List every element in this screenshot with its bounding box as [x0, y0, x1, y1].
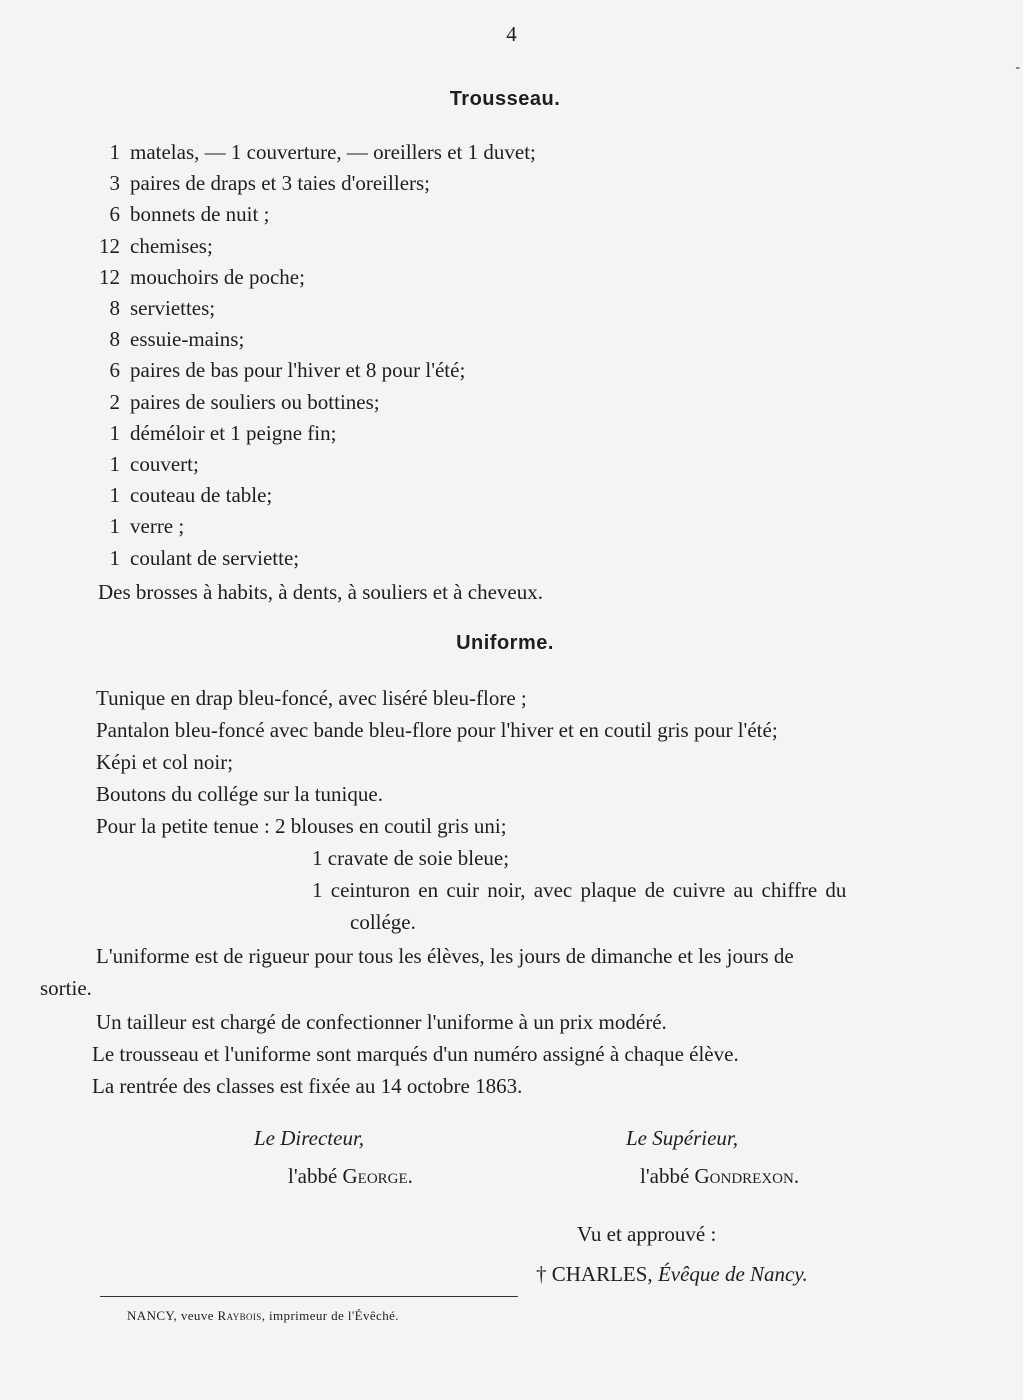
uniforme-paragraph: L'uniforme est de rigueur pour tous les élèves, les jours de dimanche et les jours de — [96, 944, 794, 968]
trousseau-item-text: mouchoirs de poche; — [130, 264, 305, 289]
trousseau-item-text: paires de bas pour l'hiver et 8 pour l'été; — [130, 358, 466, 383]
bishop-name: CHARLES, — [551, 1262, 653, 1286]
superior-title: Le Supérieur, — [626, 1126, 738, 1150]
trousseau-item — [92, 200, 269, 228]
footer-rule — [100, 1296, 518, 1297]
trousseau-item-text: serviettes; — [130, 296, 216, 320]
director-prefix: l'abbé — [288, 1164, 338, 1188]
trousseau-item-quantity: 1 — [109, 420, 120, 445]
director-title: Le Directeur, — [254, 1126, 365, 1150]
bishop-title: Évêque de Nancy. — [657, 1262, 808, 1286]
trousseau-item-text: chemises; — [130, 233, 213, 258]
superior-name: Gondrexon. — [694, 1164, 800, 1188]
trousseau-item-text: matelas, — 1 couverture, — oreillers et 1 duvet; — [130, 140, 536, 164]
trousseau-item-quantity: 8 — [109, 327, 120, 352]
bishop-cross: † — [536, 1262, 547, 1286]
trousseau-item-quantity: 8 — [109, 296, 120, 320]
trousseau-item-text: couteau de table; — [130, 483, 273, 508]
superior-signature — [640, 1164, 799, 1189]
trousseau-item-quantity: 1 — [109, 483, 120, 508]
imprint-printer: Raybois, — [217, 1308, 266, 1323]
trousseau-item — [92, 419, 336, 447]
uniforme-line: Képi et col noir; — [96, 750, 234, 774]
trousseau-heading: Trousseau. — [449, 88, 561, 110]
uniforme-paragraph-continuation: sortie. — [40, 976, 92, 1000]
trousseau-item-text: essuie-mains; — [130, 327, 245, 352]
approval-text: Vu et approuvé : — [577, 1222, 717, 1246]
trousseau-item-text: déméloir et 1 peigne fin; — [130, 420, 337, 445]
trousseau-item-quantity: 1 — [109, 545, 120, 570]
edge-mark: - — [1015, 60, 1020, 75]
trousseau-item-text: couvert; — [130, 452, 199, 476]
bishop-signature — [536, 1262, 808, 1287]
trousseau-item-quantity: 12 — [99, 264, 120, 289]
uniforme-indented-line: collége. — [350, 910, 416, 934]
trousseau-item — [92, 481, 272, 509]
uniforme-indented-line: 1 cravate de soie bleue; — [312, 846, 510, 870]
trousseau-item — [92, 232, 213, 260]
trousseau-item-quantity: 1 — [109, 514, 120, 539]
trousseau-item — [92, 544, 299, 572]
trousseau-item-quantity: 1 — [109, 452, 120, 476]
uniforme-line: Tunique en drap bleu-foncé, avec liséré bleu-flore ; — [96, 686, 527, 710]
trousseau-item — [92, 263, 305, 291]
uniforme-heading: Uniforme. — [456, 632, 554, 654]
trousseau-item-quantity: 12 — [99, 233, 120, 258]
trousseau-item — [92, 138, 536, 166]
trousseau-item-quantity: 2 — [109, 389, 120, 414]
trousseau-item-quantity: 1 — [109, 140, 120, 164]
page-number: 4 — [506, 22, 517, 46]
superior-prefix: l'abbé — [640, 1164, 690, 1188]
imprint-city: NANCY, veuve — [127, 1308, 214, 1323]
trousseau-item — [92, 512, 184, 540]
imprint-rest: imprimeur de l'Évêché. — [269, 1308, 399, 1323]
trousseau-item-text: coulant de serviette; — [130, 545, 300, 570]
trousseau-item — [92, 450, 199, 478]
uniforme-paragraph: La rentrée des classes est fixée au 14 octobre 1863. — [92, 1074, 523, 1098]
trousseau-item — [92, 169, 430, 197]
uniforme-line: Pour la petite tenue : 2 blouses en coutil gris uni; — [96, 814, 507, 838]
trousseau-item — [92, 388, 380, 416]
trousseau-item-text: paires de draps et 3 taies d'oreillers; — [130, 171, 431, 196]
trousseau-item-quantity: 6 — [109, 358, 120, 383]
uniforme-line: Pantalon bleu-foncé avec bande bleu-flore pour l'hiver et en coutil gris pour l'été; — [96, 718, 778, 742]
trousseau-item — [92, 356, 465, 384]
trousseau-last-line: Des brosses à habits, à dents, à souliers et à cheveux. — [98, 580, 543, 604]
trousseau-item — [92, 325, 244, 353]
uniforme-paragraph: Le trousseau et l'uniforme sont marqués d'un numéro assigné à chaque élève. — [92, 1042, 739, 1066]
uniforme-indented-line: 1 ceinturon en cuir noir, avec plaque de cuivre au chiffre du — [312, 878, 847, 902]
trousseau-item-quantity: 3 — [109, 171, 120, 196]
director-signature — [288, 1164, 413, 1189]
trousseau-item — [92, 294, 215, 322]
director-name: George. — [342, 1164, 413, 1188]
uniforme-paragraph: Un tailleur est chargé de confectionner l'uniforme à un prix modéré. — [96, 1010, 667, 1034]
trousseau-item-text: paires de souliers ou bottines; — [130, 389, 380, 414]
uniforme-line: Boutons du collége sur la tunique. — [96, 782, 383, 806]
trousseau-item-text: bonnets de nuit ; — [130, 202, 270, 227]
trousseau-item-quantity: 6 — [109, 202, 120, 227]
trousseau-item-text: verre ; — [130, 514, 185, 539]
printer-imprint — [127, 1308, 399, 1324]
